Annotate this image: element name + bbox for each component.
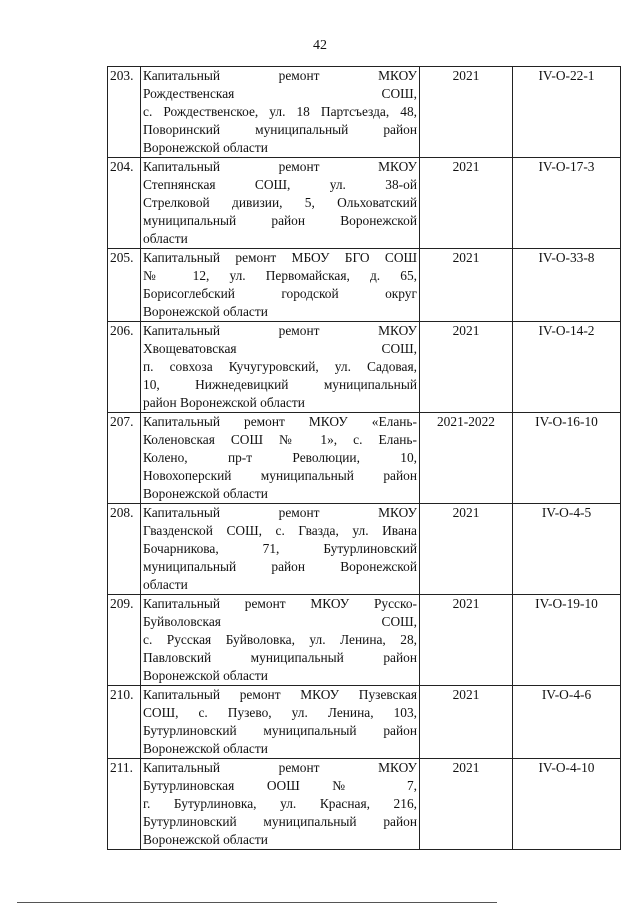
project-year: 2021 [420,322,513,413]
description-line: Павловский муниципальный район [143,650,417,665]
project-code: IV-O-19-10 [513,595,621,686]
description-line: Капитальный ремонт МКОУ Русско- [143,596,417,611]
description-line: Капитальный ремонт МКОУ [143,760,417,775]
table-row [108,249,621,322]
project-description [141,249,420,322]
description-line: п. совхоза Кучугуровский, ул. Садовая, [143,359,417,374]
project-description [141,595,420,686]
description-line: Бутурлиновский муниципальный район [143,723,417,738]
table-row [108,67,621,158]
page-number: 42 [313,38,327,53]
description-line: Капитальный ремонт МКОУ [143,505,417,520]
description-line: области [143,231,188,246]
description-line: Воронежской области [143,140,268,155]
row-number: 207. [108,413,141,504]
table-row [108,686,621,759]
description-line: Воронежской области [143,304,268,319]
project-year: 2021 [420,158,513,249]
description-line: Воронежской области [143,741,268,756]
project-description [141,158,420,249]
project-description [141,413,420,504]
description-line: Бутурлиновский муниципальный район [143,814,417,829]
description-line: Воронежской области [143,486,268,501]
footer-rule [17,902,497,903]
description-line: Рождественская СОШ, [143,86,417,101]
description-line: район Воронежской области [143,395,305,410]
table-row [108,413,621,504]
description-line: Капитальный ремонт МКОУ Пузевская [143,687,417,702]
description-line: области [143,577,188,592]
table-row [108,322,621,413]
description-line: Новохоперский муниципальный район [143,468,417,483]
project-code: IV-O-4-5 [513,504,621,595]
description-line: № 12, ул. Первомайская, д. 65, [143,268,417,283]
project-code: IV-O-16-10 [513,413,621,504]
row-number: 208. [108,504,141,595]
project-year: 2021 [420,759,513,850]
description-line: Капитальный ремонт МКОУ [143,68,417,83]
table-row [108,759,621,850]
description-line: Бутурлиновская ООШ № 7, [143,778,417,793]
description-line: Капитальный ремонт МКОУ «Елань- [143,414,417,429]
description-line: Поворинский муниципальный район [143,122,417,137]
description-line: с. Русская Буйволовка, ул. Ленина, 28, [143,632,417,647]
description-line: Капитальный ремонт МКОУ [143,159,417,174]
row-number: 203. [108,67,141,158]
row-number: 211. [108,759,141,850]
description-line: Степнянская СОШ, ул. 38-ой [143,177,417,192]
project-year: 2021 [420,504,513,595]
description-line: Воронежской области [143,832,268,847]
description-line: г. Бутурлиновка, ул. Красная, 216, [143,796,417,811]
projects-table [107,66,621,850]
description-line: Стрелковой дивизии, 5, Ольховатский [143,195,417,210]
description-line: Коленовская СОШ № 1», с. Елань- [143,432,417,447]
project-description [141,686,420,759]
row-number: 210. [108,686,141,759]
description-line: СОШ, с. Пузево, ул. Ленина, 103, [143,705,417,720]
description-line: муниципальный район Воронежской [143,213,417,228]
project-description [141,504,420,595]
project-code: IV-O-33-8 [513,249,621,322]
row-number: 209. [108,595,141,686]
description-line: Борисоглебский городской округ [143,286,417,301]
project-code: IV-O-4-10 [513,759,621,850]
table-row [108,158,621,249]
project-code: IV-O-14-2 [513,322,621,413]
project-code: IV-O-22-1 [513,67,621,158]
project-year: 2021 [420,595,513,686]
projects-table-body [108,67,621,850]
project-year: 2021 [420,249,513,322]
row-number: 205. [108,249,141,322]
description-line: с. Рождественское, ул. 18 Партсъезда, 48, [143,104,417,119]
description-line: Буйволовская СОШ, [143,614,417,629]
description-line: Воронежской области [143,668,268,683]
table-row [108,595,621,686]
project-description [141,759,420,850]
row-number: 206. [108,322,141,413]
project-year: 2021 [420,67,513,158]
description-line: муниципальный район Воронежской [143,559,417,574]
project-year: 2021 [420,686,513,759]
project-year: 2021-2022 [420,413,513,504]
row-number: 204. [108,158,141,249]
table-row [108,504,621,595]
description-line: Капитальный ремонт МБОУ БГО СОШ [143,250,417,265]
project-description [141,67,420,158]
description-line: Хвощеватовская СОШ, [143,341,417,356]
project-description [141,322,420,413]
project-code: IV-O-17-3 [513,158,621,249]
project-code: IV-O-4-6 [513,686,621,759]
description-line: Капитальный ремонт МКОУ [143,323,417,338]
description-line: Колено, пр-т Революции, 10, [143,450,417,465]
description-line: Гвазденской СОШ, с. Гвазда, ул. Ивана [143,523,417,538]
description-line: 10, Нижнедевицкий муниципальный [143,377,417,392]
description-line: Бочарникова, 71, Бутурлиновский [143,541,417,556]
